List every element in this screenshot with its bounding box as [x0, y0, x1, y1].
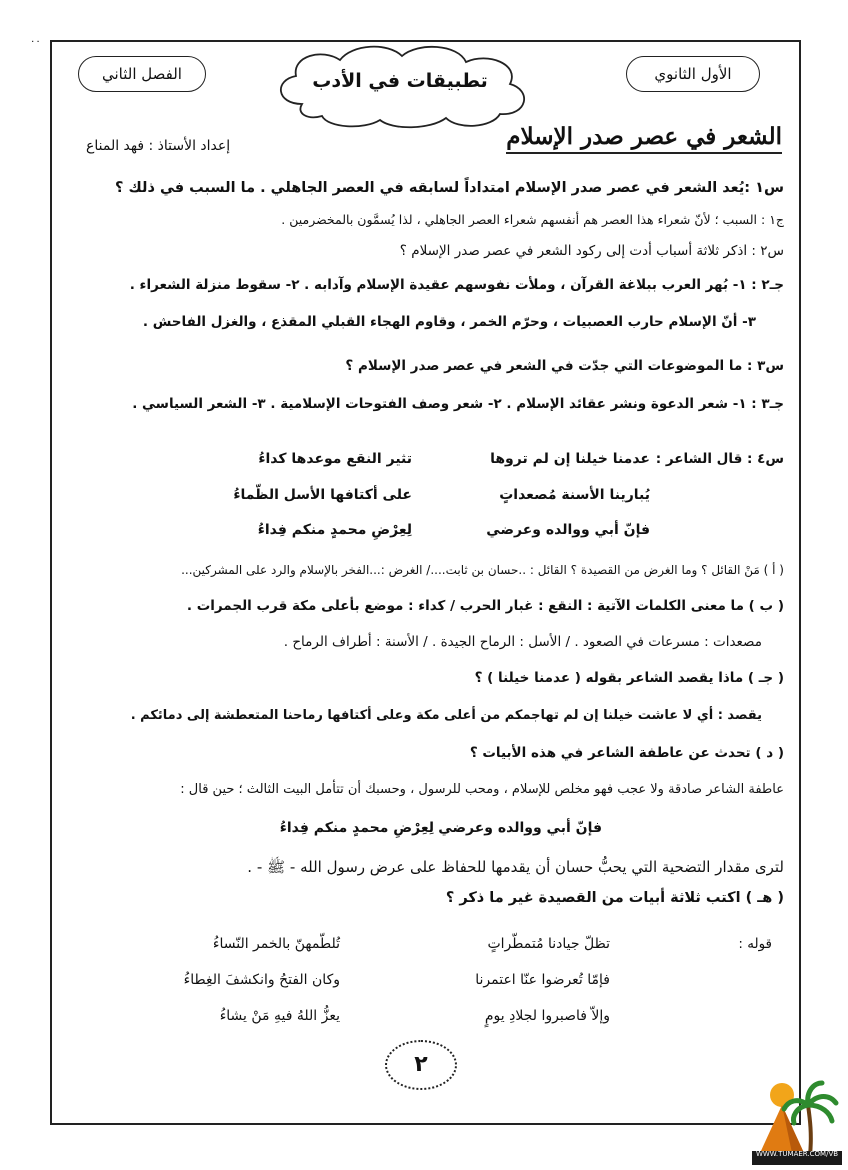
poem1-line3-right: فإنّ أبي ووالده وعرضي [486, 522, 650, 538]
poem1-line3-left: لِعِرْضِ محمدٍ منكم فِداءُ [257, 522, 412, 538]
question-e: ( هـ ) اكتب ثلاثة أبيات من القصيدة غير ما ذكر ؟ [445, 890, 784, 906]
page-border [50, 40, 801, 1125]
answer-2a: جـ٢ : ١- بُهر العرب ببلاغة القرآن ، وملأت نفوسهم عقيدة الإسلام وآدابه . ٢- سقوط منزلة الشعراء . [129, 277, 784, 293]
question-c: ( جـ ) ماذا يقصد الشاعر بقوله ( عدمنا خيلنا ) ؟ [474, 670, 784, 686]
question-4: س٤ : قال الشاعر : [655, 451, 784, 467]
poem2-line3-left: يعزُّ اللهُ فيهِ مَنْ يشاءُ [219, 1008, 340, 1024]
poem2-line1-left: تُلطّمهنّ بالخمر النّساءُ [212, 936, 340, 952]
answer-d2: لترى مقدار التضحية التي يحبُّ حسان أن يقدمها للحفاظ على عرض رسول الله - ﷺ - . [247, 858, 784, 876]
poem2-line2-left: وكان الفتحُ وانكشفَ الغِطاءُ [183, 972, 340, 988]
page-title: الشعر في عصر صدر الإسلام [506, 123, 782, 154]
site-logo-text: WWW.TUMAER.COM/VB [755, 1150, 839, 1158]
answer-3: جـ٣ : ١- شعر الدعوة ونشر عقائد الإسلام . ٢- شعر وصف الفتوحات الإسلامية . ٣- الشعر السياسي . [132, 396, 784, 412]
poem2-line3-right: وإلاّ فاصبروا لجلادِ يومٍ [484, 1008, 610, 1024]
page-number: ٢ [385, 1040, 457, 1090]
answer-d: عاطفة الشاعر صادقة ولا عجب فهو مخلص للإسلام ، ومحب للرسول ، وحسبك أن تتأمل البيت الثالث ؛ حين قال : [180, 782, 784, 797]
repeat-verse-left: لِعِرْضِ محمدٍ منكم فِداءُ [279, 820, 434, 836]
question-3: س٣ : ما الموضوعات التي جدّت في الشعر في عصر صدر الإسلام ؟ [345, 358, 784, 374]
poem2-line1-right: تظلّ جيادنا مُتمطّراتٍ [487, 936, 610, 952]
question-b: ( ب ) ما معنى الكلمات الآتية : النقع : غبار الحرب / كداء : موضع بأعلى مكة قرب الجمرات . [186, 598, 784, 614]
repeat-verse-right: فإنّ أبي ووالده وعرضي [438, 820, 602, 836]
corner-mark: ٠٠ [30, 36, 41, 47]
question-1: س١ :يُعد الشعر في عصر صدر الإسلام امتداداً لسابقه في العصر الجاهلي . ما السبب في ذلك ؟ [115, 180, 784, 196]
question-a: ( أ ) مَنْ القائل ؟ وما الغرض من القصيدة ؟ القائل : ..حسان بن ثابت..../ الغرض :...الفخر بالإسلام والرد على المشركين... [181, 563, 784, 577]
answer-c: يقصد : أي لا عاشت خيلنا إن لم تهاجمكم من أعلى مكة وعلى أكتافها رماحنا المتعطشة إلى دمائكم . [130, 708, 762, 723]
poem1-line1-left: تثير النقع موعدها كداءُ [258, 451, 412, 467]
poem1-line2-left: على أكتافها الأسل الظّماءُ [233, 487, 412, 503]
answer-b2: مصعدات : مسرعات في الصعود . / الأسل : الرماح الجيدة . / الأسنة : أطراف الرماح . [283, 634, 762, 650]
answer-1: ج١ : السبب ؛ لأنّ شعراء هذا العصر هم أنفسهم شعراء العصر الجاهلي ، لذا يُسمَّون بالمخضرمين . [281, 212, 784, 227]
poem1-line1-right: عدمنا خيلنا إن لم تروها [490, 451, 650, 467]
semester-badge: الفصل الثاني [78, 56, 206, 92]
answer-2b: ٣- أنّ الإسلام حارب العصبيات ، وحرّم الخمر ، وقاوم الهجاء القبلي المقذع ، والغزل الفاحش . [142, 314, 756, 330]
qawluh-label: قوله : [738, 936, 772, 952]
poem1-line2-right: يُبارينا الأسنة مُصعداتٍ [499, 487, 650, 503]
author-credit: إعداد الأستاذ : فهد المناع [86, 138, 231, 154]
poem2-line2-right: فإمّا تُعرضوا عنّا اعتمرنا [475, 972, 610, 988]
grade-badge: الأول الثانوي [626, 56, 760, 92]
question-2: س٢ : اذكر ثلاثة أسباب أدت إلى ركود الشعر في عصر صدر الإسلام ؟ [399, 243, 784, 259]
question-d: ( د ) تحدث عن عاطفة الشاعر في هذه الأبيات ؟ [469, 745, 784, 761]
subject-title: تطبيقات في الأدب [312, 70, 488, 92]
